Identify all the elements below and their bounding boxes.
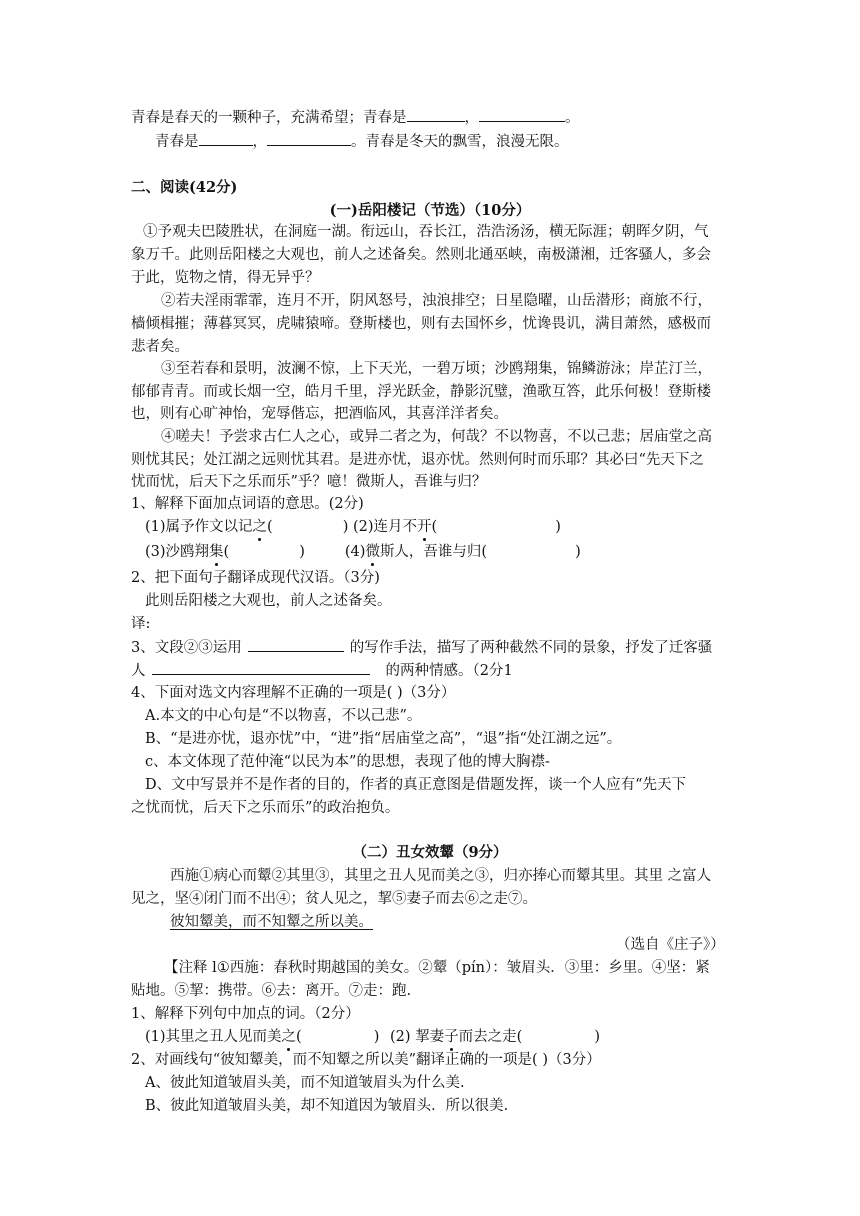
- item-text: (3)沙鸥翔: [145, 544, 210, 560]
- section-title: 二、阅读(42分): [131, 179, 238, 196]
- paragraph-line: ②若夫淫雨霏霏，连月不开，阴风怒号，浊浪排空；日星隐曜，山岳潜形；商旅不行，: [161, 293, 712, 309]
- answer-blank[interactable]: [267, 131, 351, 146]
- item-text: ): [373, 1029, 380, 1045]
- intro-text: ，: [252, 134, 267, 150]
- paragraph-line: ④嗟夫！予尝求古仁人之心，或异二者之为，何哉？不以物喜，不以己悲；居庙堂之高: [161, 429, 712, 445]
- option-b[interactable]: B、“是进亦忧，退亦忧”中，“进”指“居庙堂之高”，“退”指“处江湖之远”。: [145, 731, 622, 747]
- item-text: 的两种情感。（2分1: [385, 663, 513, 679]
- intro-line-1: [131, 107, 580, 128]
- item-text: 人: [131, 663, 146, 679]
- item-text: 3、文段②③运用: [131, 640, 242, 656]
- annotation-line: 贴地。⑤挈：携带。⑥去：离开。⑦走：跑.: [131, 983, 412, 999]
- passage-title: （二）丑女效颦（9分）: [352, 844, 508, 861]
- paragraph-line: 于此，览物之情，得无异乎？: [131, 270, 320, 286]
- question-stem: 2、把下面句子翻译成现代汉语。（3分): [131, 570, 380, 586]
- item-text: (: [296, 1029, 302, 1045]
- option-c[interactable]: c、本文体现了范仲淹“以民为本”的思想，表现了他的博大胸襟-: [145, 754, 550, 770]
- item-text: (: [223, 544, 230, 560]
- intro-text: 。青春是冬天的飘雪，浪漫无限。: [351, 134, 569, 150]
- question-stem: [131, 637, 712, 658]
- item-text: (: [431, 519, 438, 535]
- option-b[interactable]: B、彼此知道皱眉头美，却不知道因为皱眉头．所以很美.: [145, 1098, 509, 1114]
- dotted-word: 微: [365, 544, 380, 560]
- intro-text: ，: [464, 110, 479, 126]
- paragraph-line: 也，则有心旷神怡，宠辱偕忘，把酒临风，其喜洋洋者矣。: [131, 406, 508, 422]
- paragraph-line: 见之，坚④闭门而不出④；贫人见之，挈⑤妻子而去⑥之走⑦。: [131, 891, 537, 907]
- question-item: [145, 517, 561, 537]
- item-text: (2) 挈妻: [390, 1029, 445, 1045]
- dotted-word: 集: [209, 544, 224, 560]
- translate-label: 译:: [131, 616, 151, 632]
- dotted-word: 子: [444, 1029, 459, 1045]
- answer-blank[interactable]: [152, 660, 370, 675]
- underlined-sentence: 彼知颦美，而不知颦之所以美。: [170, 914, 373, 930]
- option-a[interactable]: A、彼此知道皱眉头美，而不知道皱眉头为什么美.: [145, 1075, 465, 1091]
- answer-blank[interactable]: [199, 131, 253, 146]
- item-text: 而去之走(: [458, 1029, 523, 1045]
- item-text: ): [299, 544, 305, 560]
- question-item: [145, 542, 581, 562]
- intro-text: 青春是: [155, 134, 199, 150]
- passage-title: (一)岳阳楼记（节选）（10分）: [329, 202, 531, 219]
- question-sentence: 此则岳阳楼之大观也，前人之述备矣。: [145, 593, 392, 609]
- answer-blank[interactable]: [479, 107, 565, 122]
- item-text: ): [594, 1029, 600, 1045]
- item-text: (2)连月不: [353, 519, 418, 535]
- item-text: ): [555, 519, 561, 535]
- answer-blank[interactable]: [248, 637, 344, 652]
- paragraph-line: 郁郁青青。而或长烟一空，皓月千里，浮光跃金，静影沉璧，渔歌互答，此乐何极！登斯楼: [131, 384, 711, 400]
- dotted-word: 开: [417, 519, 432, 535]
- paragraph-line: ③至若春和景明，波澜不惊，上下天光，一碧万顷；沙鸥翔集，锦鳞游泳；岸芷汀兰，: [161, 361, 712, 377]
- dotted-word: 之: [252, 519, 268, 535]
- dotted-word: 之: [281, 1029, 297, 1045]
- paragraph-line: ①予观夫巴陵胜状，在洞庭一湖。衔远山，吞长江，浩浩汤汤，横无际涯；朝晖夕阴，气: [143, 224, 709, 240]
- intro-text: 。: [565, 110, 580, 126]
- option-d[interactable]: D、文中写景并不是作者的目的，作者的真正意图是借题发挥，谈一个人应有“先天下: [145, 777, 687, 793]
- option-d-cont: 之忧而忧，后天下之乐而乐”的政治抱负。: [131, 800, 400, 816]
- paragraph-line: 樯倾楫摧；薄暮冥冥，虎啸猿啼。登斯楼也，则有去国怀乡，忧谗畏讥，满目萧然，感极而: [131, 316, 711, 332]
- option-a[interactable]: A.本文的中心句是“不以物喜，不以己悲”。: [145, 708, 422, 724]
- question-stem: 1、解释下面加点词语的意思。(2分): [131, 496, 364, 512]
- intro-line-2: [155, 131, 569, 152]
- item-text: 的写作手法，描写了两种截然不同的景象，抒发了迁客骚: [349, 640, 713, 656]
- item-text: (1)属予作文以记: [145, 519, 253, 535]
- item-text: (4): [344, 544, 366, 560]
- source-note: （选自《庄子》）: [616, 937, 725, 953]
- question-stem: [131, 660, 513, 681]
- item-text: (1)其里之丑人见而美: [145, 1029, 282, 1045]
- question-item: [145, 1027, 600, 1047]
- annotation-line: 【注释 l①西施：春秋时期越国的美女。②颦（pín）：皱眉头．③里：乡里。④坚：紧: [164, 960, 710, 976]
- question-stem: 2、对画线句“彼知颦美，而不知颦之所以美”翻译正确的一项是( )（3分）: [131, 1052, 601, 1068]
- item-text: (: [267, 519, 273, 535]
- paragraph-line: 忧而忧，后天下之乐而乐”乎？噫！微斯人，吾谁与归？: [131, 474, 487, 490]
- intro-text: 青春是春天的一颗种子，充满希望；青春是: [131, 110, 407, 126]
- paragraph-line: 象万千。此则岳阳楼之大观也，前人之述备矣。然则北通巫峡，南极潇湘，迁客骚人，多会: [131, 247, 711, 263]
- paragraph-line: 悲者矣。: [131, 339, 189, 355]
- paragraph-line: 西施①病心而颦②其里③，其里之丑人见而美之③，归亦捧心而颦其里。其里 之富人: [170, 868, 712, 884]
- item-text: 斯人，吾谁与归(: [379, 544, 488, 560]
- question-stem: 4、下面对选文内容理解不正确的一项是( )（3分）: [131, 685, 456, 701]
- item-text: ): [575, 544, 581, 560]
- item-text: ): [342, 519, 349, 535]
- question-stem: 1、解释下列句中加点的词。（2分）: [131, 1006, 360, 1022]
- paragraph-line: 则忧其民；处江湖之远则忧其君。是进亦忧，退亦忧。然则何时而乐耶？其必曰“先天下之: [131, 452, 704, 468]
- answer-blank[interactable]: [407, 107, 465, 122]
